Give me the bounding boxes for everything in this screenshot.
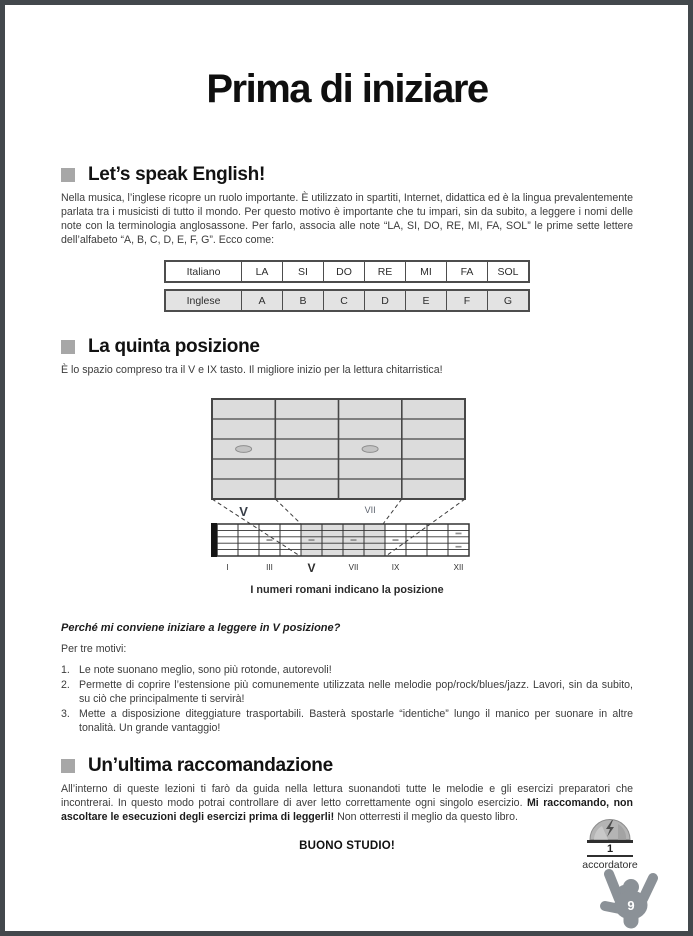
table-cell: FA bbox=[446, 262, 487, 281]
cd-track-line bbox=[587, 855, 633, 857]
section-square-icon bbox=[61, 168, 75, 182]
table-cell: F bbox=[446, 291, 487, 310]
list-item bbox=[61, 663, 633, 677]
final-paragraph bbox=[61, 782, 633, 824]
fretboard-diagram bbox=[197, 397, 497, 582]
table-cell: E bbox=[405, 291, 446, 310]
page-content bbox=[5, 67, 688, 852]
table-cell: SI bbox=[282, 262, 323, 281]
table-cell: D bbox=[364, 291, 405, 310]
list-item bbox=[61, 707, 633, 735]
list-item-text: Le note suonano meglio, sono più rotonde, autorevoli! bbox=[79, 664, 332, 676]
list-item-number: 2. bbox=[61, 679, 70, 691]
reasons-list bbox=[61, 663, 633, 735]
guitar-nut bbox=[211, 523, 217, 557]
list-item-text: Permette di coprire l’estensione più comunemente utilizzata nelle melodie pop/rock/blues/jazz. Lavori, sin da subito, su ciò che principalmente ti servirà! bbox=[79, 679, 633, 705]
fret-label-xii: XII bbox=[453, 563, 464, 572]
table-cell: G bbox=[487, 291, 528, 310]
fret-label-v: V bbox=[307, 561, 316, 575]
section-square-icon bbox=[61, 759, 75, 773]
question-text: Perché mi conviene iniziare a leggere in V posizione? bbox=[61, 622, 341, 634]
page-number-badge bbox=[598, 865, 664, 934]
rock-hand-icon bbox=[598, 865, 664, 929]
section-heading-final-label: Un’ultima raccomandazione bbox=[88, 755, 333, 776]
table-cell: Italiano bbox=[186, 265, 221, 278]
closing-text: BUONO STUDIO! bbox=[299, 840, 395, 852]
note-names-table bbox=[164, 260, 530, 312]
fret-label-vii: VII bbox=[348, 563, 359, 572]
section-heading-final bbox=[61, 755, 633, 777]
zoom-label-vii: VII bbox=[364, 505, 376, 515]
fret-position-labels bbox=[226, 561, 463, 575]
table-cell: DO bbox=[323, 262, 364, 281]
list-item bbox=[61, 678, 633, 706]
table-cell: RE bbox=[364, 262, 405, 281]
table-row-italiano bbox=[164, 260, 530, 283]
english-paragraph: Nella musica, l’inglese ricopre un ruolo importante. È utilizzato in spartiti, Internet, didattica ed è la lingua prevalentemente parlata tra i musicisti di tutto il mondo. Per questo motivo è importante che tu impari, sin da subito, a leggere i nomi delle note con la terminologia anglosassone. Per farlo, associa alle note “LA, SI, DO, RE, MI, FA, SOL” le prime sette lettere dell’alfabeto “A, B, C, D, E, F, G”. Ecco come: bbox=[61, 192, 633, 246]
final-paragraph-part2: Non otterresti il meglio da questo libro. bbox=[334, 811, 518, 823]
cd-track-marker bbox=[582, 817, 638, 871]
zoom-label-v: V bbox=[239, 504, 248, 519]
cd-track-number: 1 bbox=[606, 842, 614, 855]
cd-icon bbox=[588, 817, 632, 840]
final-paragraph-part1: All’interno di queste lezioni ti farò da guida nella lettura suonandoti tutte le melodie e gli esercizi preparatori che incontrerai. In questo modo potrai controllare di aver letto correttamente ogni singolo esercizio. bbox=[61, 783, 633, 809]
page-number: 9 bbox=[627, 898, 635, 913]
table-cell: LA bbox=[241, 262, 282, 281]
section-heading-english-label: Let’s speak English! bbox=[88, 164, 266, 185]
section-heading-english bbox=[61, 164, 633, 186]
fret-label-ix: IX bbox=[391, 563, 400, 572]
fret-label-i: I bbox=[226, 563, 229, 572]
fretboard-diagram-svg bbox=[197, 397, 497, 577]
list-item-text: Mette a disposizione diteggiature trasportabili. Basterà spostarle “identiche” lungo il manico per suonare in altre tonalità. Un grande vantaggio! bbox=[79, 708, 633, 734]
table-row-inglese bbox=[164, 289, 530, 312]
table-cell: C bbox=[323, 291, 364, 310]
list-item-number: 1. bbox=[61, 664, 70, 676]
fretboard-zoom-grid bbox=[212, 399, 465, 499]
page-title: Prima di iniziare bbox=[206, 67, 488, 111]
table-cell: Inglese bbox=[186, 294, 221, 307]
fretboard-full-neck bbox=[211, 523, 469, 557]
quinta-paragraph: È lo spazio compreso tra il V e IX tasto. Il migliore inizio per la lettura chitarristica! bbox=[61, 364, 443, 376]
fret-marker-dot-vii bbox=[362, 446, 378, 453]
final-paragraph-bold: Mi raccomando, non ascoltare le esecuzioni degli esercizi prima di leggerli! bbox=[61, 797, 633, 823]
list-item-number: 3. bbox=[61, 708, 70, 720]
motivi-intro: Per tre motivi: bbox=[61, 643, 127, 655]
table-cell: A bbox=[241, 291, 282, 310]
cd-track-label: accordatore bbox=[582, 858, 638, 871]
table-cell: MI bbox=[405, 262, 446, 281]
diagram-caption: I numeri romani indicano la posizione bbox=[250, 584, 444, 596]
table-cell: SOL bbox=[487, 262, 528, 281]
fret-label-iii: III bbox=[266, 563, 273, 572]
section-heading-quinta-label: La quinta posizione bbox=[88, 336, 260, 357]
section-square-icon bbox=[61, 340, 75, 354]
fret-marker-dot-v bbox=[236, 446, 252, 453]
table-cell: B bbox=[282, 291, 323, 310]
section-heading-quinta bbox=[61, 336, 633, 358]
